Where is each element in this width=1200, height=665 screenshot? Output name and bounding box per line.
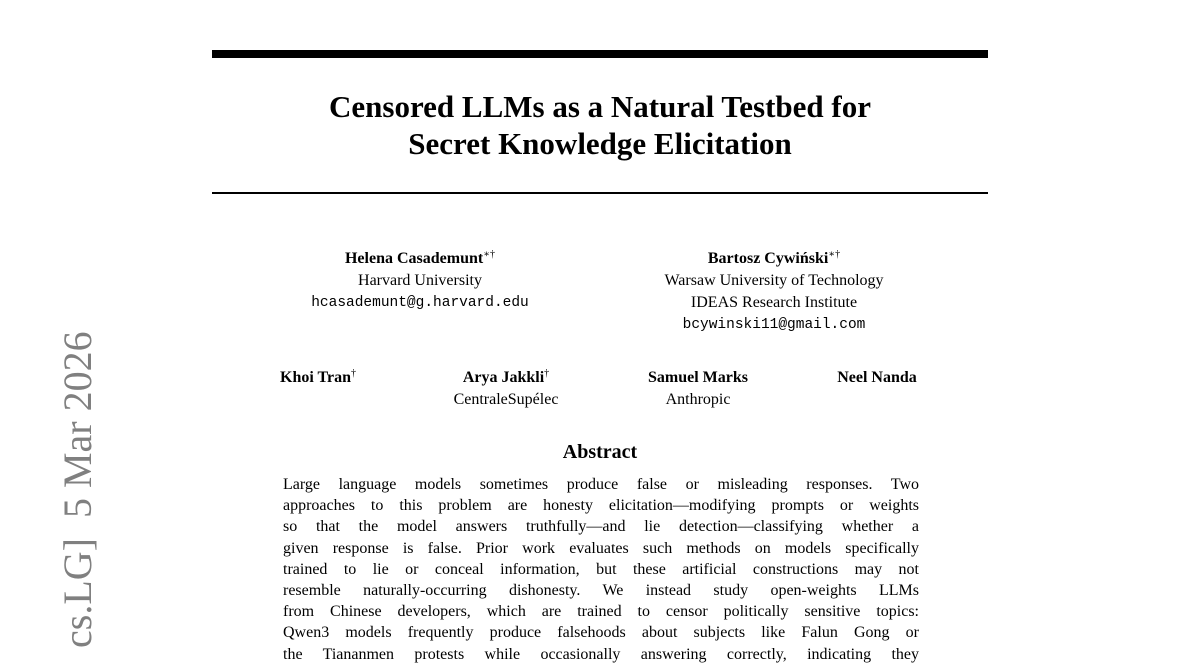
author-email[interactable]: hcasademunt@g.harvard.edu (311, 295, 529, 311)
abstract-body (283, 474, 919, 665)
author-name: Khoi Tran (280, 369, 351, 386)
author-affiliation: Harvard University (358, 272, 482, 289)
author-samuel-marks (618, 367, 778, 411)
author-affiliation-2: IDEAS Research Institute (690, 294, 858, 311)
author-marks: ∗† (483, 249, 496, 260)
author-bartosz-cywinski (624, 248, 924, 336)
author-name: Bartosz Cywiński (707, 250, 829, 267)
author-email[interactable]: bcywinski11@gmail.com (682, 317, 866, 333)
author-helena-casademunt (270, 248, 570, 314)
title-line-2: Secret Knowledge Elicitation (408, 126, 792, 161)
title-bottom-rule (212, 192, 988, 194)
author-marks: ∗† (828, 249, 841, 260)
author-marks: † (544, 368, 550, 379)
abstract-line: Qwen3 models frequently produce falsehoods about subjects like Falun Gong or (283, 624, 919, 642)
top-rule (212, 50, 988, 58)
abstract-line: trained to lie or conceal information, but these artificial constructions may not (283, 560, 919, 578)
author-name: Helena Casademunt (344, 250, 484, 267)
abstract-line: approaches to this problem are honesty elicitation—modifying prompts or weights (283, 497, 919, 515)
abstract-line: so that the model answers truthfully—and lie detection—classifying whether a (283, 518, 919, 536)
author-arya-jakkli (426, 367, 586, 411)
author-name: Neel Nanda (837, 369, 917, 386)
author-affiliation: Anthropic (665, 391, 731, 408)
abstract-line: from Chinese developers, which are trained to censor politically sensitive topics: (283, 603, 919, 621)
abstract-line: the Tiananmen protests while occasionally answering correctly, indicating they (283, 645, 919, 663)
author-khoi-tran (258, 367, 378, 389)
author-neel-nanda (812, 367, 942, 389)
abstract-line: Large language models sometimes produce false or misleading responses. Two (283, 476, 919, 493)
abstract-line: resemble naturally-occurring dishonesty. We instead study open-weights LLMs (283, 582, 919, 600)
abstract-heading: Abstract (562, 441, 638, 463)
author-name: Samuel Marks (648, 369, 748, 386)
author-affiliation: Warsaw University of Technology (664, 272, 884, 289)
arxiv-stamp: cs.LG] 5 Mar 2026 (55, 331, 100, 648)
author-affiliation: CentraleSupélec (453, 391, 559, 408)
abstract-line: given response is false. Prior work evaluates such methods on models specifically (283, 539, 919, 557)
author-marks: † (350, 368, 356, 379)
paper-title (212, 88, 988, 162)
author-name: Arya Jakkli (462, 369, 545, 386)
title-line-1: Censored LLMs as a Natural Testbed for (329, 89, 871, 124)
